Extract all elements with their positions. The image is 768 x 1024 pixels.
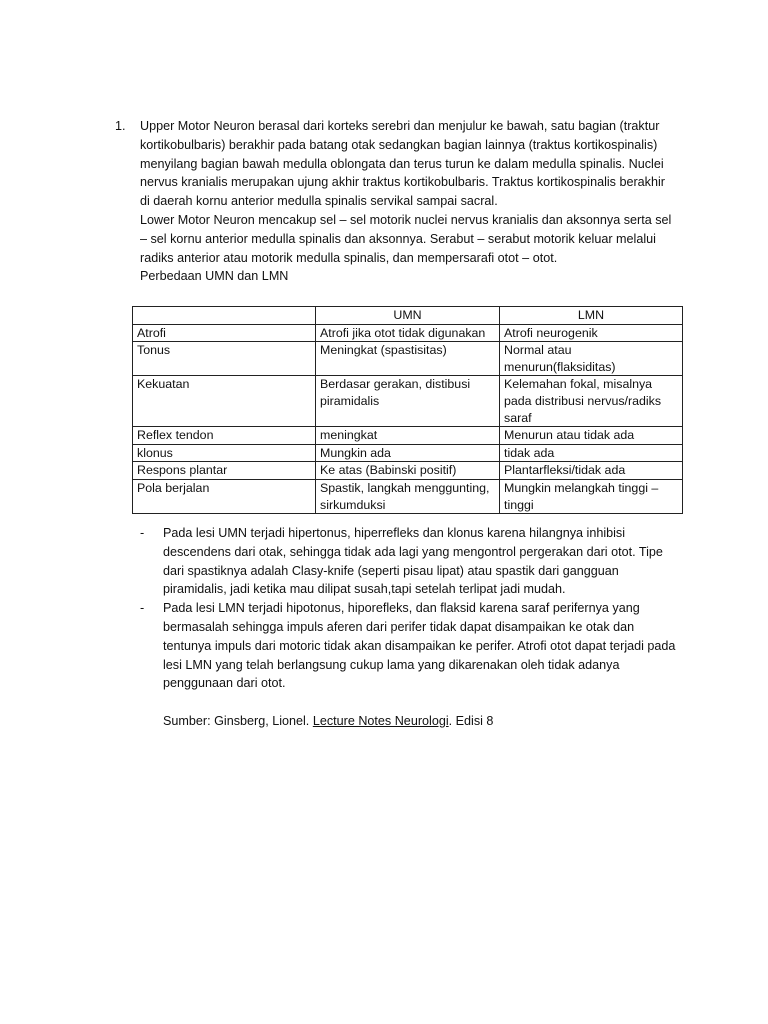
lmn-cell: Mungkin melangkah tinggi – tinggi bbox=[500, 479, 683, 513]
table-row bbox=[133, 376, 683, 427]
source-book-title: Lecture Notes Neurologi bbox=[312, 714, 449, 728]
lmn-cell: tidak ada bbox=[500, 444, 683, 462]
item-number: 1. bbox=[115, 119, 126, 133]
bullet-text: Pada lesi LMN terjadi hipotonus, hiporefleks, dan flaksid karena saraf perifernya yang bermasalah sehingga impuls aferen dari perifer tidak dapat disampaikan ke otak dan tentunya impuls dari motoric tidak akan disampaikan ke perifer. Atrofi otot dapat terjadi pada lesi LMN yang telah berlangsung cukup lama yang dikarenakan oleh tidak adanya penggunaan dari otot. bbox=[163, 601, 676, 691]
source-citation bbox=[163, 712, 663, 731]
header-cell-umn: UMN bbox=[316, 307, 500, 325]
umn-cell: Meningkat (spastisitas) bbox=[316, 342, 500, 376]
bullet-marker: - bbox=[140, 526, 145, 540]
lmn-cell: Normal atau menurun(flaksiditas) bbox=[500, 342, 683, 376]
umn-cell: meningkat bbox=[316, 427, 500, 445]
bullet-marker: - bbox=[140, 601, 145, 616]
umn-cell: Mungkin ada bbox=[316, 444, 500, 462]
bullet-item-umn bbox=[140, 524, 680, 599]
row-label: Tonus bbox=[133, 342, 316, 376]
table-row bbox=[133, 444, 683, 462]
bullet-list bbox=[140, 524, 680, 693]
lmn-cell: Kelemahan fokal, misalnya pada distribusi nervus/radiks saraf bbox=[500, 376, 683, 427]
umn-cell: Berdasar gerakan, distibusi piramidalis bbox=[316, 376, 500, 427]
table-caption: Perbedaan UMN dan LMN bbox=[140, 269, 289, 284]
umn-cell: Atrofi jika otot tidak digunakan bbox=[316, 324, 500, 342]
row-label: Kekuatan bbox=[133, 376, 316, 427]
bullet-item-lmn bbox=[140, 599, 680, 693]
bullet-text: Pada lesi UMN terjadi hipertonus, hiperrefleks dan klonus karena hilangnya inhibisi descendens dari otak, sehingga tidak ada lagi yang mengontrol pergerakan dari otot. Tipe dari spastiknya adalah Clasy-knife (seperti pisau lipat) atau spastik dari gangguan piramidalis, jadi ketika mau dilipat susah,tapi setelah terlipat jadi mudah. bbox=[163, 526, 663, 597]
umn-cell: Spastik, langkah menggunting, sirkumduksi bbox=[316, 479, 500, 513]
item-body bbox=[140, 117, 675, 286]
header-cell-lmn: LMN bbox=[500, 307, 683, 325]
lmn-cell: Plantarfleksi/tidak ada bbox=[500, 462, 683, 480]
comparison-table bbox=[132, 306, 683, 514]
source-prefix: Sumber: Ginsberg, Lionel. bbox=[163, 714, 313, 728]
paragraph-upper-motor-neuron: Upper Motor Neuron berasal dari korteks serebri dan menjulur ke bawah, satu bagian (traktur kortikobulbaris) berakhir pada batang otak sedangkan bagian lainnya (traktus kortikospinalis) menyilang bagian bawah medulla oblongata dan terus turun ke dalam medulla spinalis. Nuclei nervus kranialis merupakan ujung akhir traktus kortikobulbaris. Traktus kortikospinalis berakhir di daerah kornu anterior medulla spinalis servikal sampai sacral. bbox=[140, 119, 665, 209]
table-row bbox=[133, 342, 683, 376]
lmn-cell: Menurun atau tidak ada bbox=[500, 427, 683, 445]
table-row bbox=[133, 427, 683, 445]
paragraph-lower-motor-neuron: Lower Motor Neuron mencakup sel – sel motorik nuclei nervus kranialis dan aksonnya serta sel – sel kornu anterior medulla spinalis dan aksonnya. Serabut – serabut motorik keluar melalui radiks anterior atau motorik medulla spinalis, dan mempersarafi otot – otot. bbox=[140, 212, 672, 265]
source-suffix: . Edisi 8 bbox=[448, 714, 494, 728]
row-label: Atrofi bbox=[133, 324, 316, 342]
table-header-row bbox=[133, 307, 683, 325]
row-label: Pola berjalan bbox=[133, 479, 316, 513]
table-row bbox=[133, 324, 683, 342]
lmn-cell: Atrofi neurogenik bbox=[500, 324, 683, 342]
row-label: Respons plantar bbox=[133, 462, 316, 480]
table-row bbox=[133, 462, 683, 480]
table-row bbox=[133, 479, 683, 513]
row-label: klonus bbox=[133, 444, 316, 462]
umn-cell: Ke atas (Babinski positif) bbox=[316, 462, 500, 480]
row-label: Reflex tendon bbox=[133, 427, 316, 445]
header-cell-empty bbox=[133, 307, 316, 325]
